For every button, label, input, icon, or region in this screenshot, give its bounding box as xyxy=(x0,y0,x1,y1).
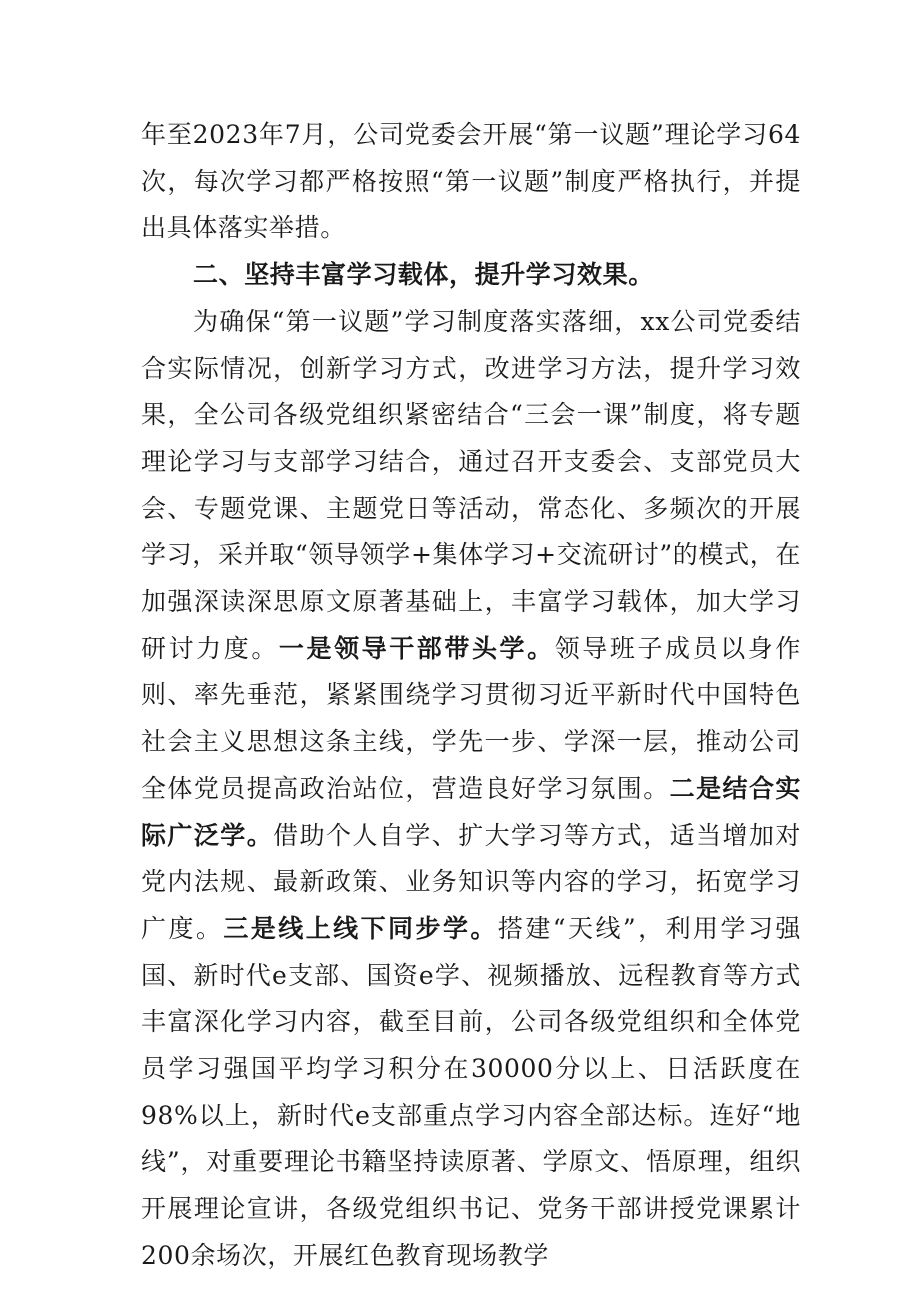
paragraph-intro: 为确保“第一议题”学习制度落实落细，xx公司党委结合实际情况，创新学习方式，改进学习方法，提升学习效果，全公司各级党组织紧密结合“三会一课”制度，将专题理论学习与支部学习结合，通过召开支委会、支部党员大会、专题党课、主题党日等活动，常态化、多频次的开展学习，采并取“领导领学+集体学习+交流研讨”的模式，在加强深读深思原文原著基础上，丰富学习载体，加大学习研讨力度。 xyxy=(141,306,801,663)
paragraph-continued: 年至2023年7月，公司党委会开展“第一议题”理论学习64次，每次学习都严格按照“第一议题”制度严格执行，并提出具体落实举措。 xyxy=(141,120,801,243)
point-2-title: 二是结合实际广泛学。 xyxy=(141,773,801,850)
point-3-title: 三是线上线下同步学。 xyxy=(223,913,498,943)
point-2-text: 借助个人自学、扩大学习等方式，适当增加对党内法规、最新政策、业务知识等内容的学习，拓宽学习广度。 xyxy=(141,820,801,943)
point-3-text: 搭建“天线”，利用学习强国、新时代e支部、国资e学、视频播放、远程教育等方式丰富深化学习内容，截至目前，公司各级党组织和全体党员学习强国平均学习积分在30000分以上、日活跃度在98%以上，新时代e支部重点学习内容全部达标。连好“地线”，对重要理论书籍坚持读原著、学原文、悟原理，组织开展理论宣讲，各级党组织书记、党务干部讲授党课累计200余场次，开展红色教育现场教学 xyxy=(141,913,801,1270)
paragraph-body xyxy=(141,299,801,1280)
point-1-text: 领导班子成员以身作则、率先垂范，紧紧围绕学习贯彻习近平新时代中国特色社会主义思想这条主线，学先一步、学深一层，推动公司全体党员提高政治站位，营造良好学习氛围。 xyxy=(141,633,801,803)
point-1-title: 一是领导干部带头学。 xyxy=(278,633,555,663)
section-heading: 二、坚持丰富学习载体，提升学习效果。 xyxy=(193,260,654,290)
document-body xyxy=(141,112,801,1280)
